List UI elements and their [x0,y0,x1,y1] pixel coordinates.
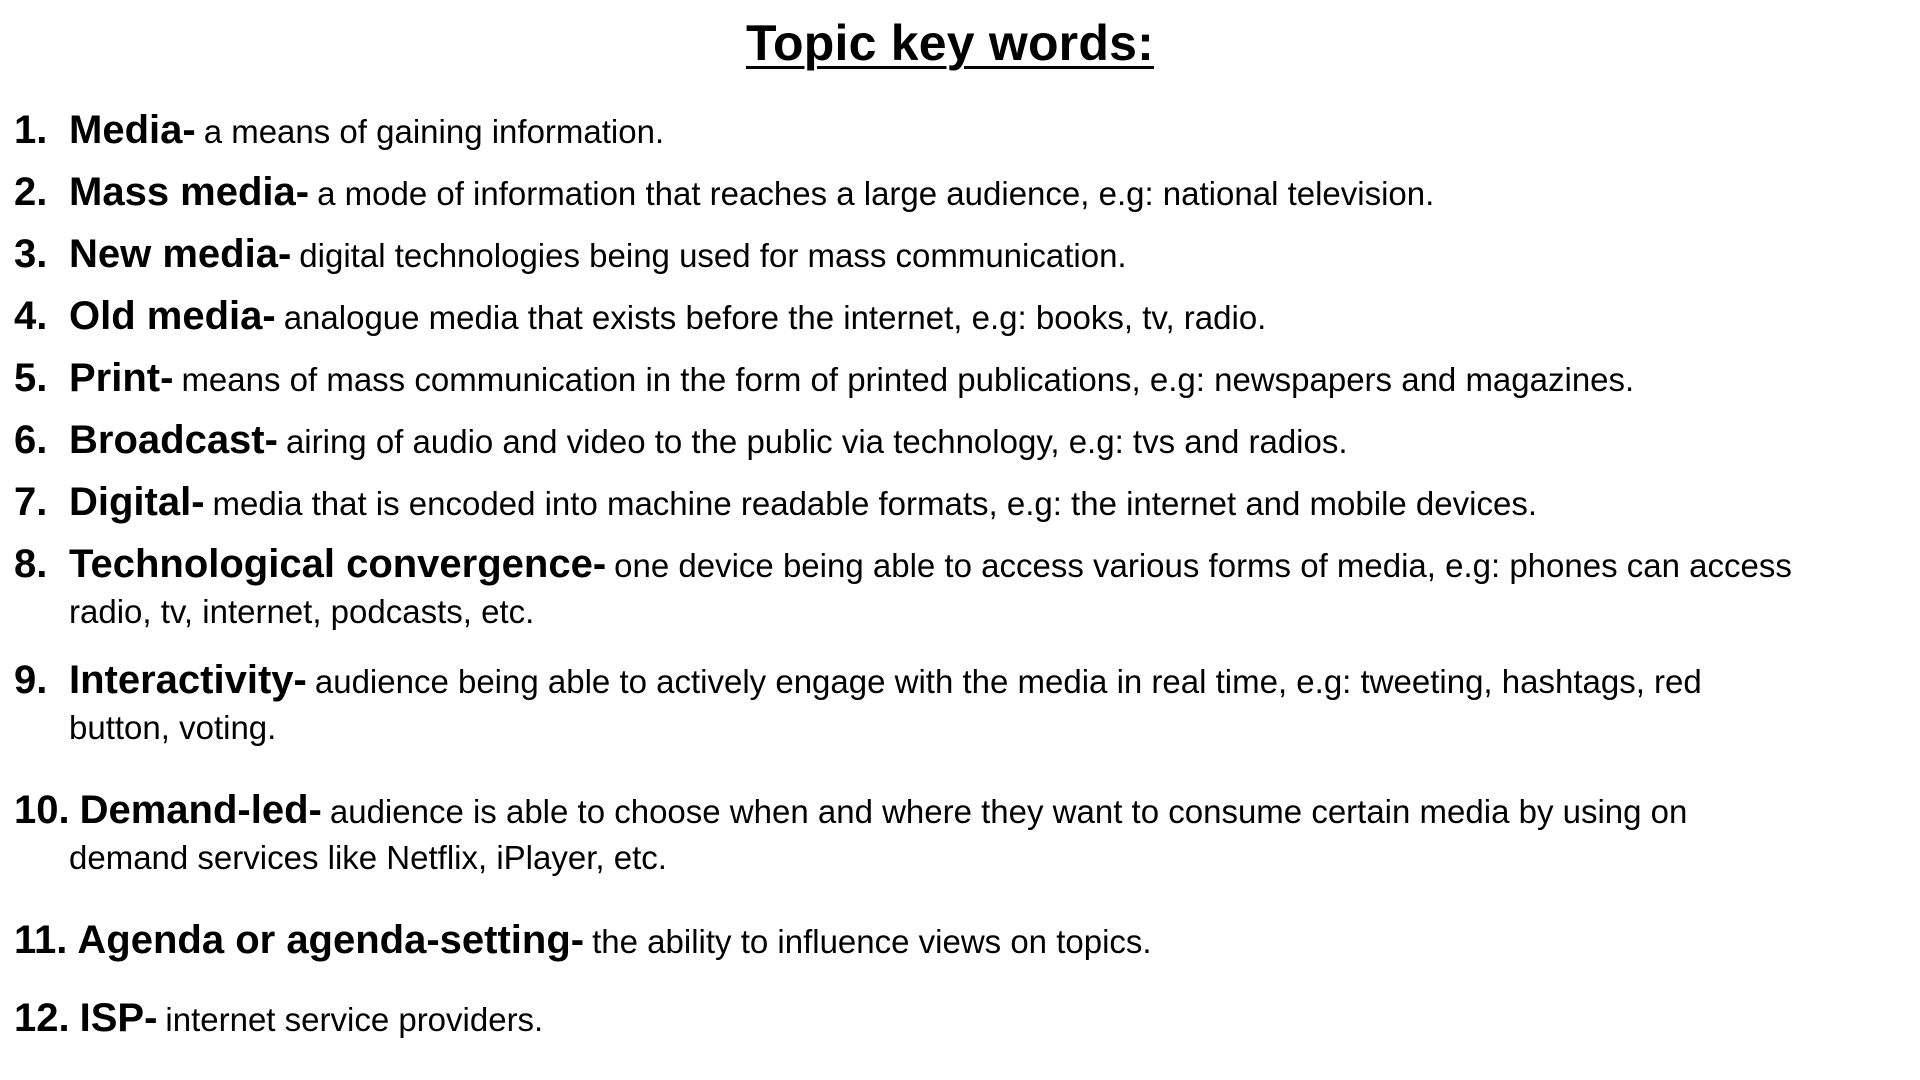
list-item [14,410,1914,470]
item-definition-continued: demand services like Netflix, iPlayer, etc. [69,839,667,876]
item-definition: means of mass communication in the form of printed publications, e.g: newspapers and magazines. [181,361,1635,398]
item-term: Broadcast- [69,418,278,462]
item-term: Print- [69,356,174,400]
item-number: 1. [14,108,48,152]
item-term: ISP- [79,996,158,1040]
list-item [14,988,1914,1048]
list-item [14,472,1914,532]
item-number: 6. [14,418,48,462]
item-number: 4. [14,294,48,338]
item-definition: audience being able to actively engage with the media in real time, e.g: tweeting, hashtags, red [314,663,1702,700]
item-definition: one device being able to access various forms of media, e.g: phones can access [614,547,1792,584]
list-item [14,650,1914,746]
item-definition: a mode of information that reaches a large audience, e.g: national television. [317,175,1435,212]
item-term: Interactivity- [69,658,307,702]
item-definition: digital technologies being used for mass communication. [299,237,1127,274]
item-term: Technological convergence- [69,542,607,586]
list-item [14,348,1914,408]
item-definition: the ability to influence views on topics. [592,923,1152,960]
list-item [14,224,1914,284]
item-number: 10. [14,788,70,832]
item-term: Mass media- [69,170,310,214]
page-title: Topic key words: [746,15,1154,71]
list-item [14,162,1914,222]
item-term: Old media- [69,294,276,338]
item-number: 5. [14,356,48,400]
item-definition: internet service providers. [165,1001,544,1038]
item-definition: audience is able to choose when and where they want to consume certain media by using on [329,793,1688,830]
item-term: Demand-led- [79,788,322,832]
item-definition: media that is encoded into machine readable formats, e.g: the internet and mobile devices. [212,485,1537,522]
item-number: 3. [14,232,48,276]
item-term: Digital- [69,480,205,524]
item-number: 9. [14,658,48,702]
list-item [14,910,1914,970]
item-number: 11. [14,918,68,962]
item-definition: airing of audio and video to the public via technology, e.g: tvs and radios. [285,423,1348,460]
item-term: Media- [69,108,196,152]
list-item [14,534,1914,630]
list-item [14,286,1914,346]
item-number: 12. [14,996,70,1040]
item-definition: analogue media that exists before the internet, e.g: books, tv, radio. [283,299,1267,336]
item-number: 8. [14,542,48,586]
list-item [14,100,1914,160]
item-number: 2. [14,170,48,214]
item-term: Agenda or agenda-setting- [77,918,585,962]
item-number: 7. [14,480,48,524]
item-term: New media- [69,232,292,276]
list-item [14,780,1914,876]
item-definition-continued: button, voting. [69,709,277,746]
item-definition: a means of gaining information. [203,113,665,150]
item-definition-continued: radio, tv, internet, podcasts, etc. [69,593,535,630]
